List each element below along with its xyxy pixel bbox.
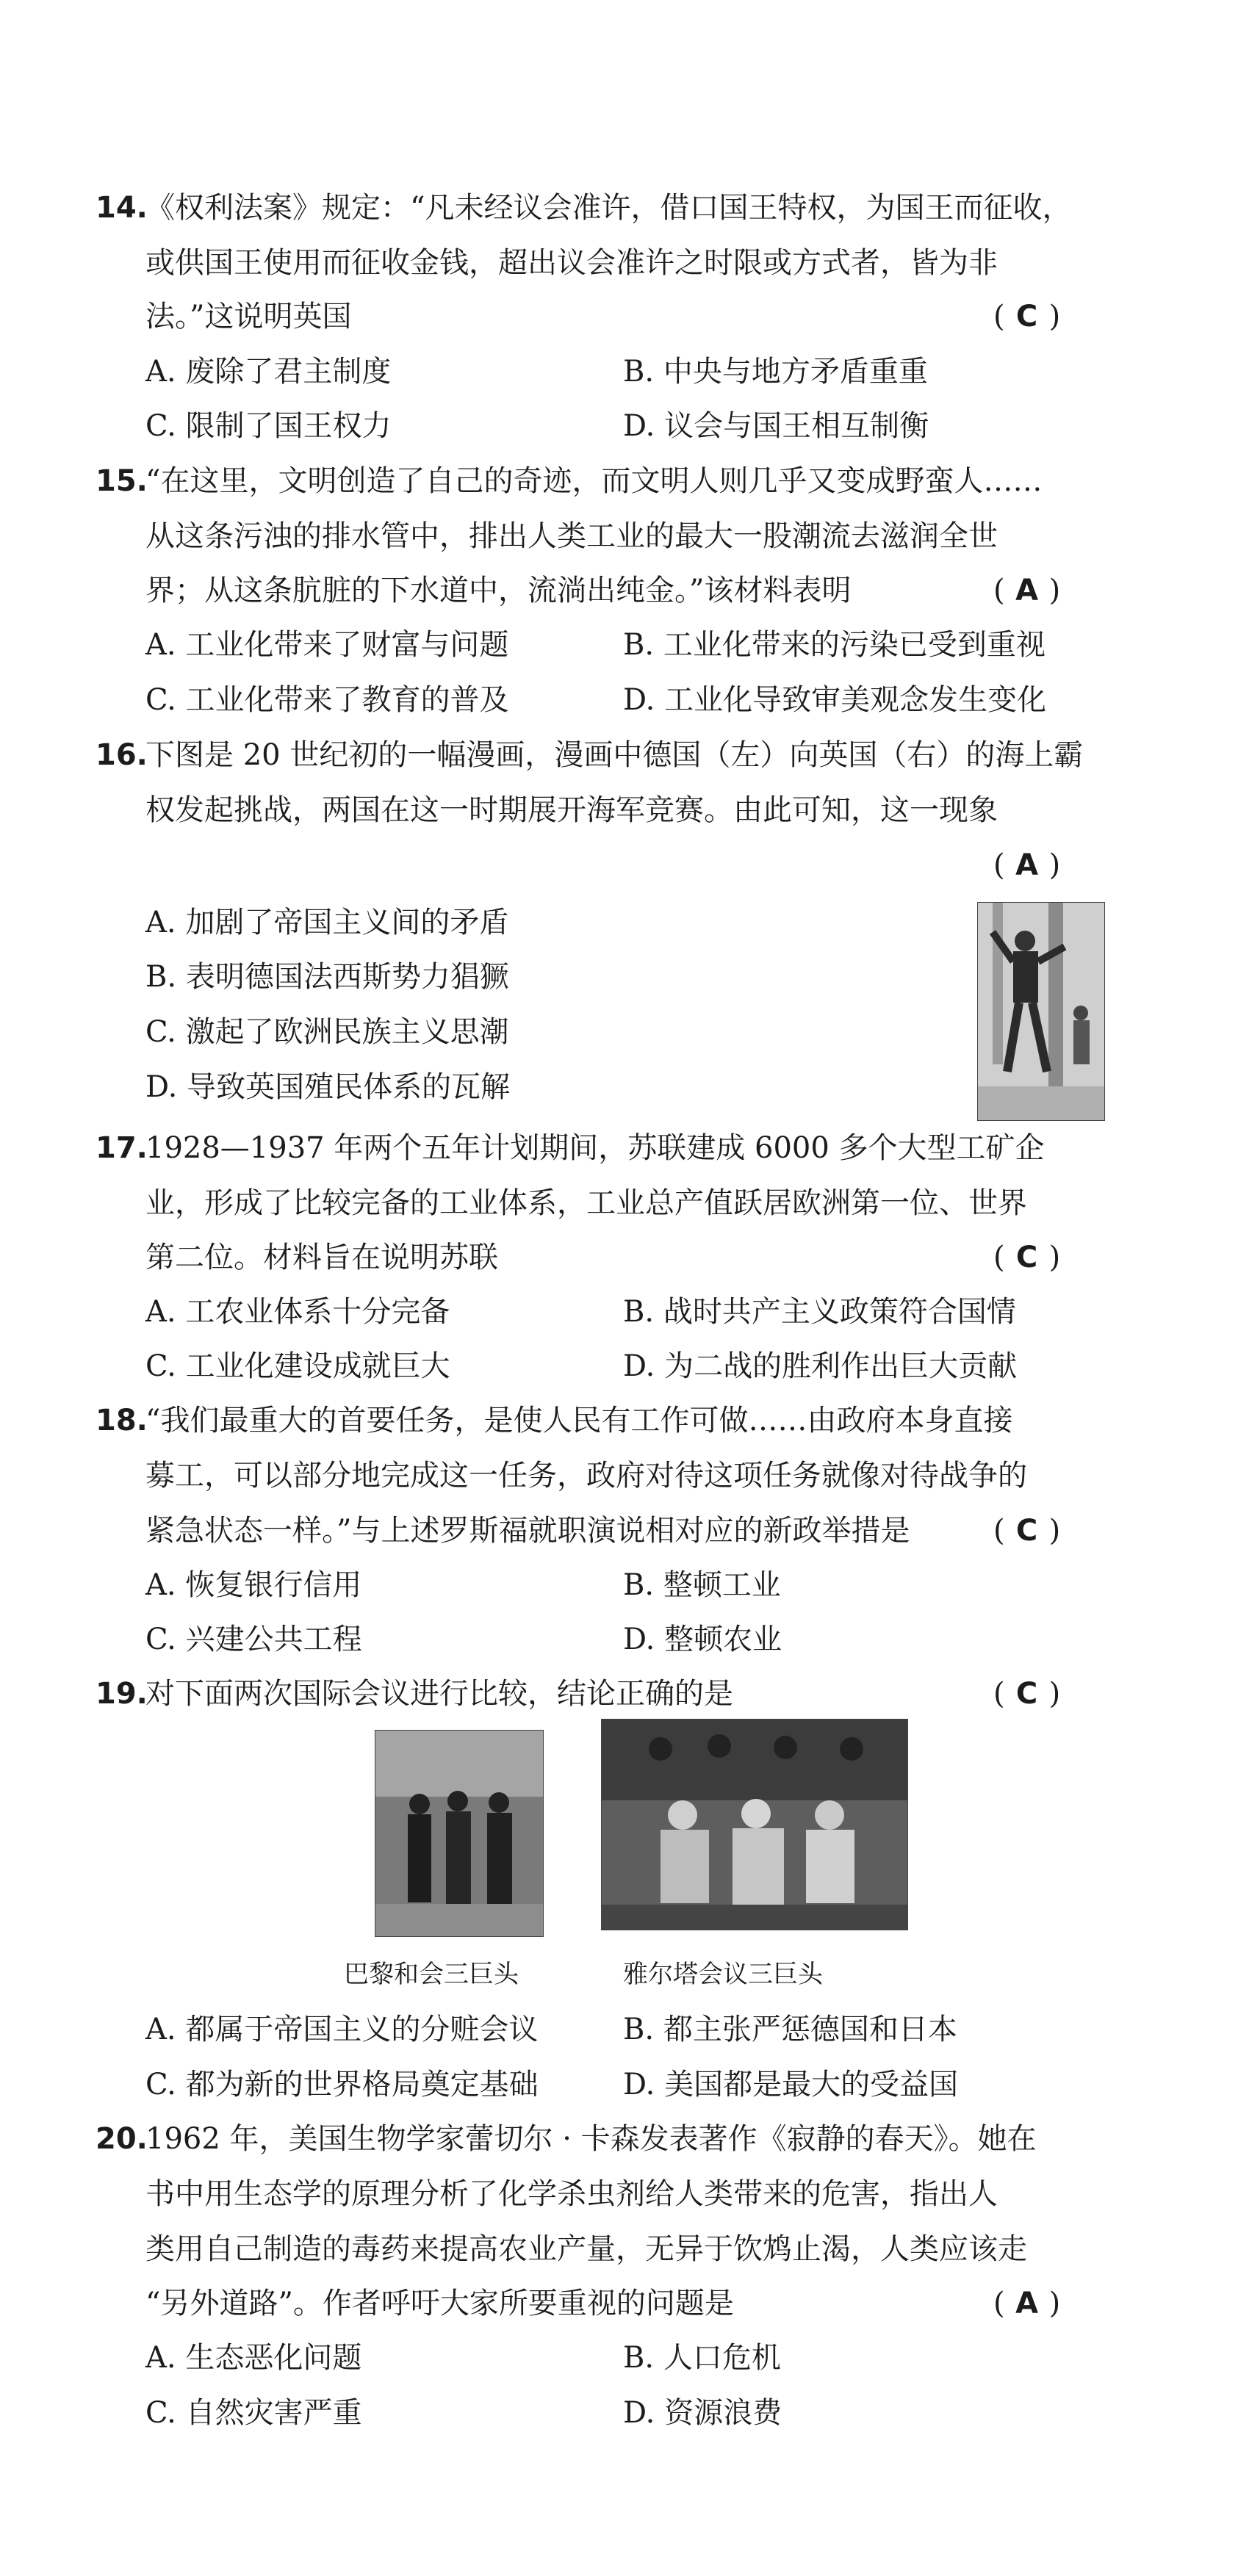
option-b: B. 整顿工业 bbox=[623, 1568, 781, 1602]
answer-bracket: ( A ) bbox=[993, 845, 1060, 886]
option-c: C. 都为新的世界格局奠定基础 bbox=[145, 2068, 539, 2101]
option-d: D. 导致英国殖民体系的瓦解 bbox=[145, 1070, 511, 1104]
option-b: B. 人口危机 bbox=[623, 2341, 781, 2375]
answer-bracket: ( C ) bbox=[993, 1673, 1060, 1714]
option-b: B. 战时共产主义政策符合国情 bbox=[623, 1295, 1016, 1329]
question-text: 界；从这条肮脏的下水道中，流淌出纯金。”该材料表明 bbox=[145, 574, 852, 607]
question-text: 下图是 20 世纪初的一幅漫画，漫画中德国（左）向英国（右）的海上霸 bbox=[145, 738, 1084, 772]
option-d: D. 为二战的胜利作出巨大贡献 bbox=[623, 1349, 1018, 1383]
answer-bracket: ( A ) bbox=[993, 2283, 1060, 2324]
question-text: 1962 年，美国生物学家蕾切尔 · 卡森发表著作《寂静的春天》。她在 bbox=[145, 2122, 1037, 2156]
photo-caption-paris: 巴黎和会三巨头 bbox=[344, 1960, 519, 1989]
option-d: D. 议会与国王相互制衡 bbox=[623, 409, 929, 443]
option-c: C. 激起了欧洲民族主义思潮 bbox=[145, 1015, 509, 1049]
answer-letter: A bbox=[1015, 848, 1039, 882]
answer-letter: A bbox=[1015, 574, 1039, 607]
answer-letter: C bbox=[1015, 300, 1038, 333]
cartoon-figure-icon bbox=[978, 903, 1104, 1120]
question-text: 或供国王使用而征收金钱，超出议会准许之时限或方式者，皆为非 bbox=[145, 246, 998, 280]
question-number: 20. bbox=[96, 2122, 148, 2156]
option-a: A. 都属于帝国主义的分赃会议 bbox=[145, 2013, 539, 2046]
yalta-conference-photo bbox=[601, 1719, 908, 1930]
answer-bracket: ( A ) bbox=[993, 570, 1060, 611]
option-c: C. 工业化建设成就巨大 bbox=[145, 1349, 450, 1383]
question-text: 法。”这说明英国 bbox=[145, 300, 352, 333]
option-c: C. 自然灾害严重 bbox=[145, 2396, 362, 2430]
seated-figures-icon bbox=[602, 1720, 907, 1930]
answer-letter: C bbox=[1015, 1677, 1038, 1711]
option-c: C. 工业化带来了教育的普及 bbox=[145, 683, 509, 717]
option-b: B. 表明德国法西斯势力猖獗 bbox=[145, 960, 509, 994]
option-b: B. 中央与地方矛盾重重 bbox=[623, 355, 928, 389]
question-text: “我们最重大的首要任务，是使人民有工作可做……由政府本身直接 bbox=[145, 1404, 1013, 1437]
answer-letter: C bbox=[1015, 1241, 1038, 1274]
option-a: A. 工农业体系十分完备 bbox=[145, 1295, 450, 1329]
question-number: 19. bbox=[96, 1677, 148, 1711]
option-c: C. 限制了国王权力 bbox=[145, 409, 392, 443]
option-a: A. 恢复银行信用 bbox=[145, 1568, 362, 1602]
question-number: 14. bbox=[96, 191, 148, 225]
question-text: 紧急状态一样。”与上述罗斯福就职演说相对应的新政举措是 bbox=[145, 1514, 910, 1548]
question-text: 对下面两次国际会议进行比较，结论正确的是 bbox=[145, 1677, 733, 1711]
question-text: 1928—1937 年两个五年计划期间，苏联建成 6000 多个大型工矿企 bbox=[145, 1131, 1045, 1165]
option-a: A. 废除了君主制度 bbox=[145, 355, 392, 389]
question-number: 16. bbox=[96, 738, 148, 772]
option-d: D. 美国都是最大的受益国 bbox=[623, 2068, 959, 2101]
option-d: D. 整顿农业 bbox=[623, 1623, 782, 1656]
three-figures-icon bbox=[375, 1731, 543, 1936]
option-b: B. 都主张严惩德国和日本 bbox=[623, 2013, 957, 2046]
option-a: A. 加剧了帝国主义间的矛盾 bbox=[145, 906, 509, 939]
question-text: 类用自己制造的毒药来提高农业产量，无异于饮鸩止渴，人类应该走 bbox=[145, 2232, 1027, 2266]
option-d: D. 工业化导致审美观念发生变化 bbox=[623, 683, 1047, 717]
option-d: D. 资源浪费 bbox=[623, 2396, 782, 2430]
answer-bracket: ( C ) bbox=[993, 296, 1060, 337]
option-c: C. 兴建公共工程 bbox=[145, 1623, 362, 1656]
cartoon-image bbox=[977, 902, 1105, 1121]
paris-conference-photo bbox=[375, 1730, 544, 1937]
question-text: 募工，可以部分地完成这一任务，政府对待这项任务就像对待战争的 bbox=[145, 1459, 1027, 1493]
question-text: 从这条污浊的排水管中，排出人类工业的最大一股潮流去滋润全世 bbox=[145, 519, 998, 553]
question-text: 业，形成了比较完备的工业体系，工业总产值跃居欧洲第一位、世界 bbox=[145, 1186, 1027, 1220]
answer-letter: C bbox=[1015, 1514, 1038, 1548]
answer-letter: A bbox=[1015, 2287, 1039, 2320]
question-text: 书中用生态学的原理分析了化学杀虫剂给人类带来的危害，指出人 bbox=[145, 2177, 998, 2211]
option-a: A. 工业化带来了财富与问题 bbox=[145, 628, 509, 662]
question-text: “在这里，文明创造了自己的奇迹，而文明人则几乎又变成野蛮人…… bbox=[145, 464, 1043, 498]
question-number: 15. bbox=[96, 464, 148, 498]
option-a: A. 生态恶化问题 bbox=[145, 2341, 362, 2375]
photo-caption-yalta: 雅尔塔会议三巨头 bbox=[623, 1960, 823, 1989]
question-text: 《权利法案》规定：“凡未经议会准许，借口国王特权，为国王而征收， bbox=[145, 191, 1072, 225]
question-text: “另外道路”。作者呼吁大家所要重视的问题是 bbox=[145, 2287, 734, 2320]
question-text: 第二位。材料旨在说明苏联 bbox=[145, 1241, 498, 1274]
option-b: B. 工业化带来的污染已受到重视 bbox=[623, 628, 1046, 662]
question-text: 权发起挑战，两国在这一时期展开海军竞赛。由此可知，这一现象 bbox=[145, 793, 998, 827]
question-number: 18. bbox=[96, 1404, 148, 1437]
question-number: 17. bbox=[96, 1131, 148, 1165]
answer-bracket: ( C ) bbox=[993, 1237, 1060, 1278]
answer-bracket: ( C ) bbox=[993, 1510, 1060, 1551]
